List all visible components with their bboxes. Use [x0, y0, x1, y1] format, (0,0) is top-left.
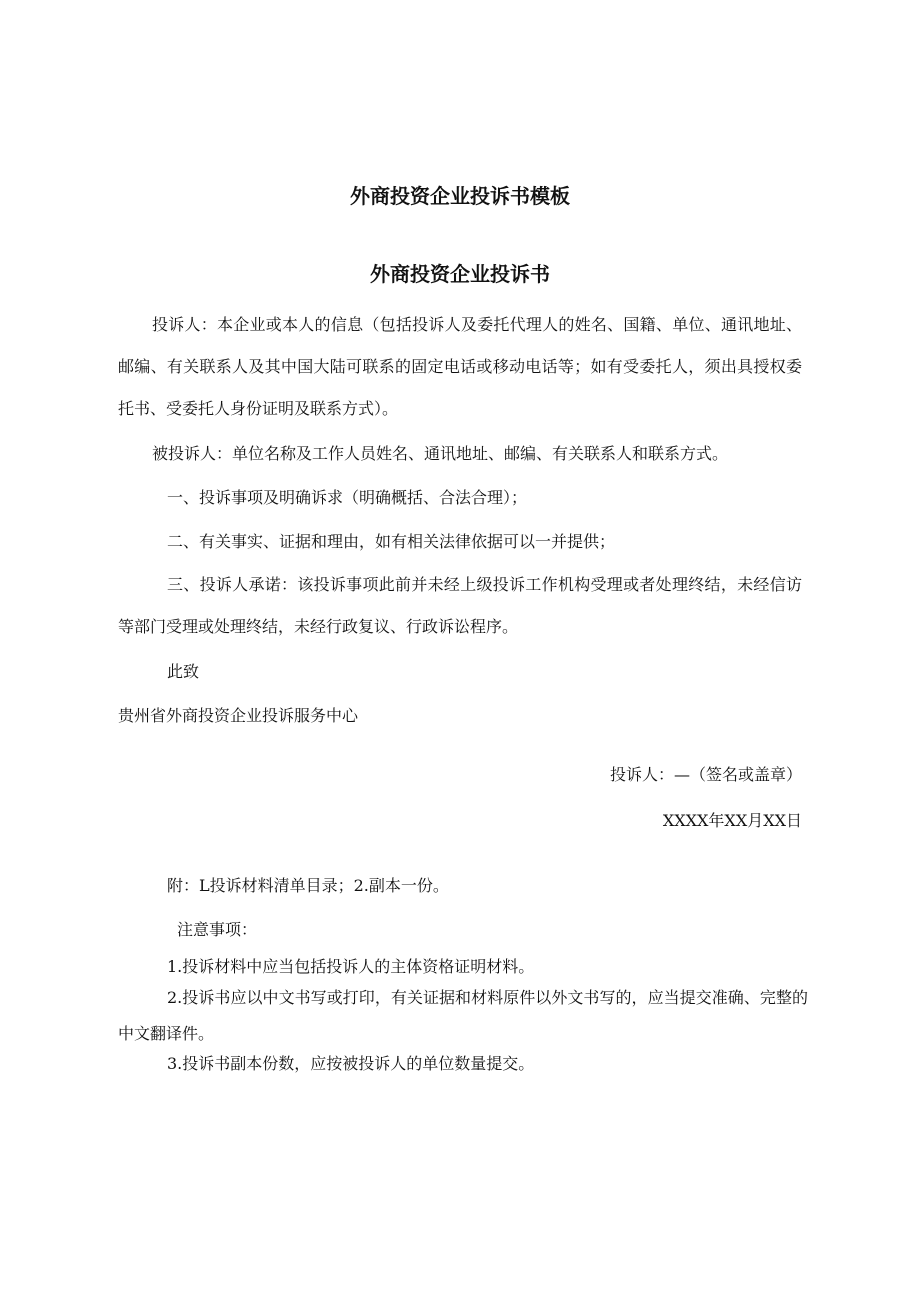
signature-line: 投诉人：—（签名或盖章）: [609, 765, 802, 784]
respondent-paragraph: 被投诉人：单位名称及工作人员姓名、通讯地址、邮编、有关联系人和联系方式。: [152, 444, 729, 463]
item-2: 二、有关事实、证据和理由，如有相关法律依据可以一并提供；: [167, 532, 616, 551]
salutation: 此致: [167, 662, 200, 681]
recipient: 贵州省外商投资企业投诉服务中心: [118, 706, 359, 725]
note-3: 3.投诉书副本份数，应按被投诉人的单位数量提交。: [167, 1054, 535, 1073]
complainant-paragraph: 投诉人：本企业或本人的信息（包括投诉人及委托代理人的姓名、国籍、单位、通讯地址、邮编、有关联系人及其中国大陆可联系的固定电话或移动电话等；如有受委托人，须出具授权委托书、受委托人身份证明及联系方式）。: [118, 315, 802, 418]
document-title: 外商投资企业投诉书模板: [350, 184, 570, 208]
item-3: 三、投诉人承诺：该投诉事项此前并未经上级投诉工作机构受理或者处理终结，未经信访等部门受理或处理终结，未经行政复议、行政诉讼程序。: [118, 575, 802, 636]
attachment-line: 附：L投诉材料清单目录；2.副本一份。: [167, 876, 449, 895]
item-1: 一、投诉事项及明确诉求（明确概括、合法合理）；: [167, 488, 528, 507]
note-2: 2.投诉书应以中文书写或打印，有关证据和材料原件以外文书写的，应当提交准确、完整的中文翻译件。: [118, 988, 808, 1043]
notes-heading: 注意事项：: [177, 920, 258, 939]
note-1: 1.投诉材料中应当包括投诉人的主体资格证明材料。: [167, 957, 535, 976]
document-subtitle: 外商投资企业投诉书: [370, 262, 550, 286]
date-line: XXXX年XX月XX日: [662, 811, 802, 830]
